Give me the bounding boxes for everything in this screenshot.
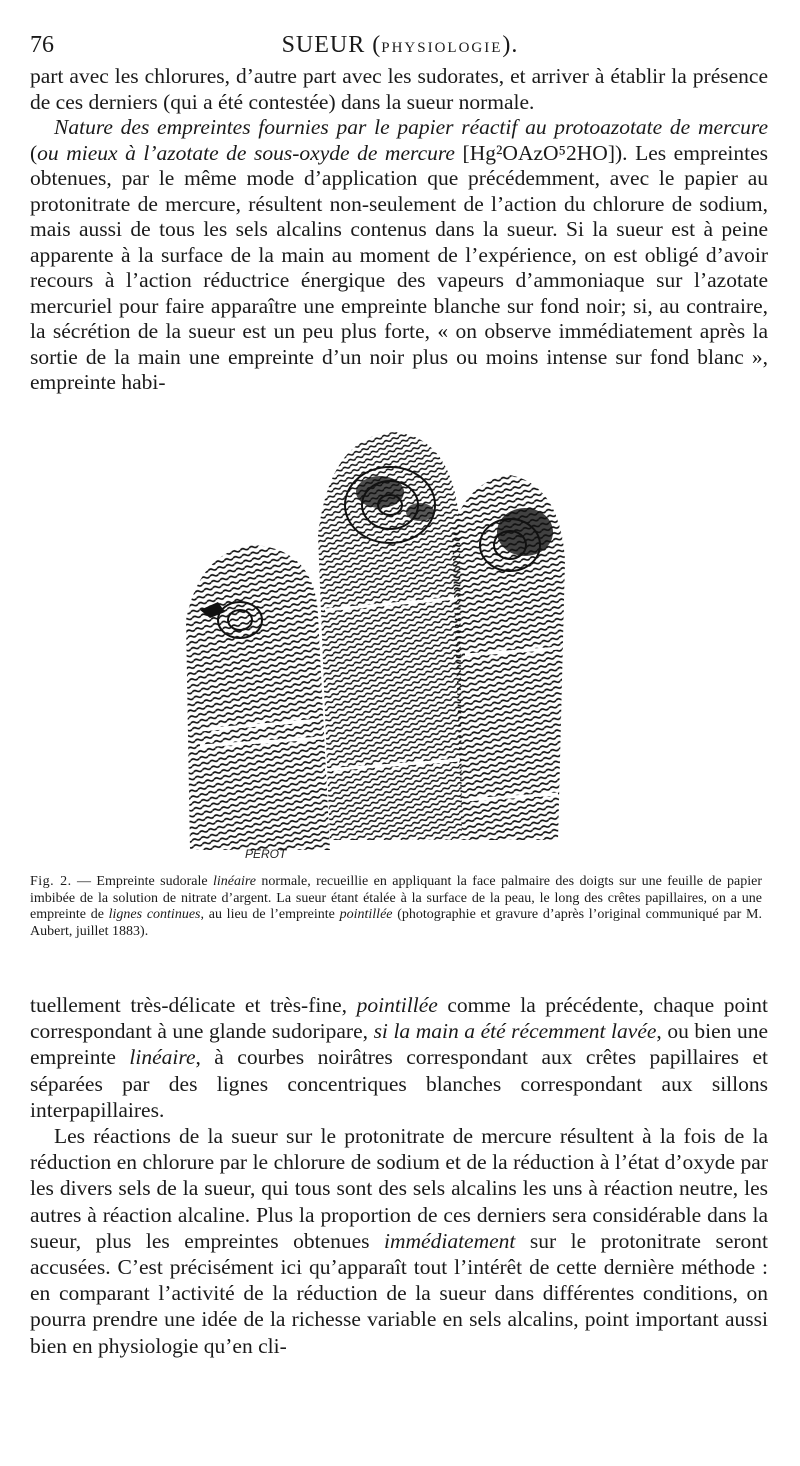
p2-text-a: Les réactions de la sueur sur le protonitrate de mercure résultent à la fois de la réduction en chlorure par le chlorure de sodium et de la réduction à l’état d’oxyde par les divers sels de la sueur, qui tous sont des sels alcalins les uns à réaction neutre, les autres à réaction alcaline. Plus la proportion de ces derniers sera considérable dans la sueur, plus les empreintes obtenues: [30, 1124, 768, 1253]
caption-text-4: (photographie et gravure d’après l’original communiqué par M. Aubert, juillet 1883).: [30, 907, 762, 939]
figure-label: Fig. 2.: [30, 874, 72, 889]
chemical-formula: [Hg²OAzO⁵2HO]).: [454, 140, 628, 165]
caption-italic-linear: linéaire: [212, 874, 256, 889]
finger-print-middle: [310, 420, 470, 850]
caption-text-2: normale, recueillie en appliquant la face palmaire des doigts sur une feuille de papier imbibée de la solution de nitrate d’argent. La sueur étant étalée à la surface de la peau, le long des crêtes papillaires, on a une empreinte de: [30, 874, 762, 922]
heading-alt-italic: ou mieux à l’azotate de sous-oxyde de mercure: [37, 140, 455, 165]
caption-text-1: — Empreinte sudorale: [71, 874, 213, 889]
p1-text-c: , ou bien une empreinte: [30, 1019, 768, 1070]
running-title-main: SUEUR: [281, 32, 366, 58]
paragraph-habitual-print: [30, 992, 768, 1123]
p1-italic-linear: linéaire: [129, 1045, 196, 1070]
running-title-section: PHYSIOLOGIE: [381, 40, 503, 56]
engraver-signature: PÉROT: [245, 847, 287, 861]
caption-italic-continuous: lignes continues: [108, 907, 201, 922]
section-heading-italic: Nature des empreintes fournies par le papier réactif au protoazotate de mercure: [54, 115, 768, 139]
finger-print-left: [180, 530, 340, 860]
bottom-text-block: [30, 992, 768, 1359]
p1-text-d: , à courbes noirâtres correspondant aux crêtes papillaires et séparées par des lignes concentriques blanches correspondant aux sillons interpapillaires.: [30, 1045, 768, 1122]
p1-text-b: comme la précédente, chaque point correspondant à une glande sudoripare,: [30, 993, 768, 1044]
running-title: SUEUR (PHYSIOLOGIE).: [281, 32, 519, 58]
fingerprint-figure: [180, 420, 580, 865]
caption-italic-dotted: pointillée: [339, 907, 393, 922]
paragraph-mercury-prints: [30, 115, 768, 396]
finger-print-right: [448, 470, 573, 850]
p1-italic-dotted: pointillée: [356, 993, 438, 1017]
top-text-block: [30, 64, 768, 396]
p2-text-b: sur le protonitrate seront accusées. C’est précisément ici qu’apparaît tout l’intérêt de cette dernière méthode : en comparant l’activité de la réduction de la sueur dans différentes conditions, on pourra prendre une idée de la richesse variable en sels alcalins, point important aussi bien en physiologie qu’en cli-: [30, 1228, 768, 1358]
fingerprint-engraving: [180, 420, 580, 865]
p1-italic-washed: si la main a été récemment lavée: [373, 1019, 657, 1044]
running-header: [30, 28, 770, 62]
paragraph-body: Les empreintes obtenues, par le même mode d’application que précédemment, avec le papier au protonitrate de mercure, résultent non-seulement de l’action du chlorure de sodium, mais aussi de tous les sels alcalins contenus dans la sueur. Si la sueur est à peine apparente à la surface de la main au moment de l’expérience, on est obligé d’avoir recours à l’action réductrice énergique des vapeurs d’ammoniaque sur l’azotate mercuriel pour faire apparaître une empreinte blanche sur fond noir; si, au contraire, la sécrétion de la sueur est un peu plus forte, « on observe immédiatement après la sortie de la main une empreinte d’un noir plus ou moins intense sur fond blanc », empreinte habi-: [30, 140, 768, 394]
page-number: 76: [30, 32, 54, 58]
figure-caption: [30, 874, 762, 940]
p1-text-a: tuellement très-délicate et très-fine,: [30, 993, 357, 1017]
paragraph-reactions: [30, 1123, 768, 1359]
p2-italic-immediately: immédiatement: [384, 1228, 516, 1253]
paragraph-continuation: part avec les chlorures, d’autre part avec les sudorates, et arriver à établir la présence de ces derniers (qui a été contestée) dans la sueur normale.: [30, 64, 768, 114]
paren-open: (: [30, 140, 38, 165]
caption-text-3: , au lieu de l’empreinte: [200, 907, 340, 922]
